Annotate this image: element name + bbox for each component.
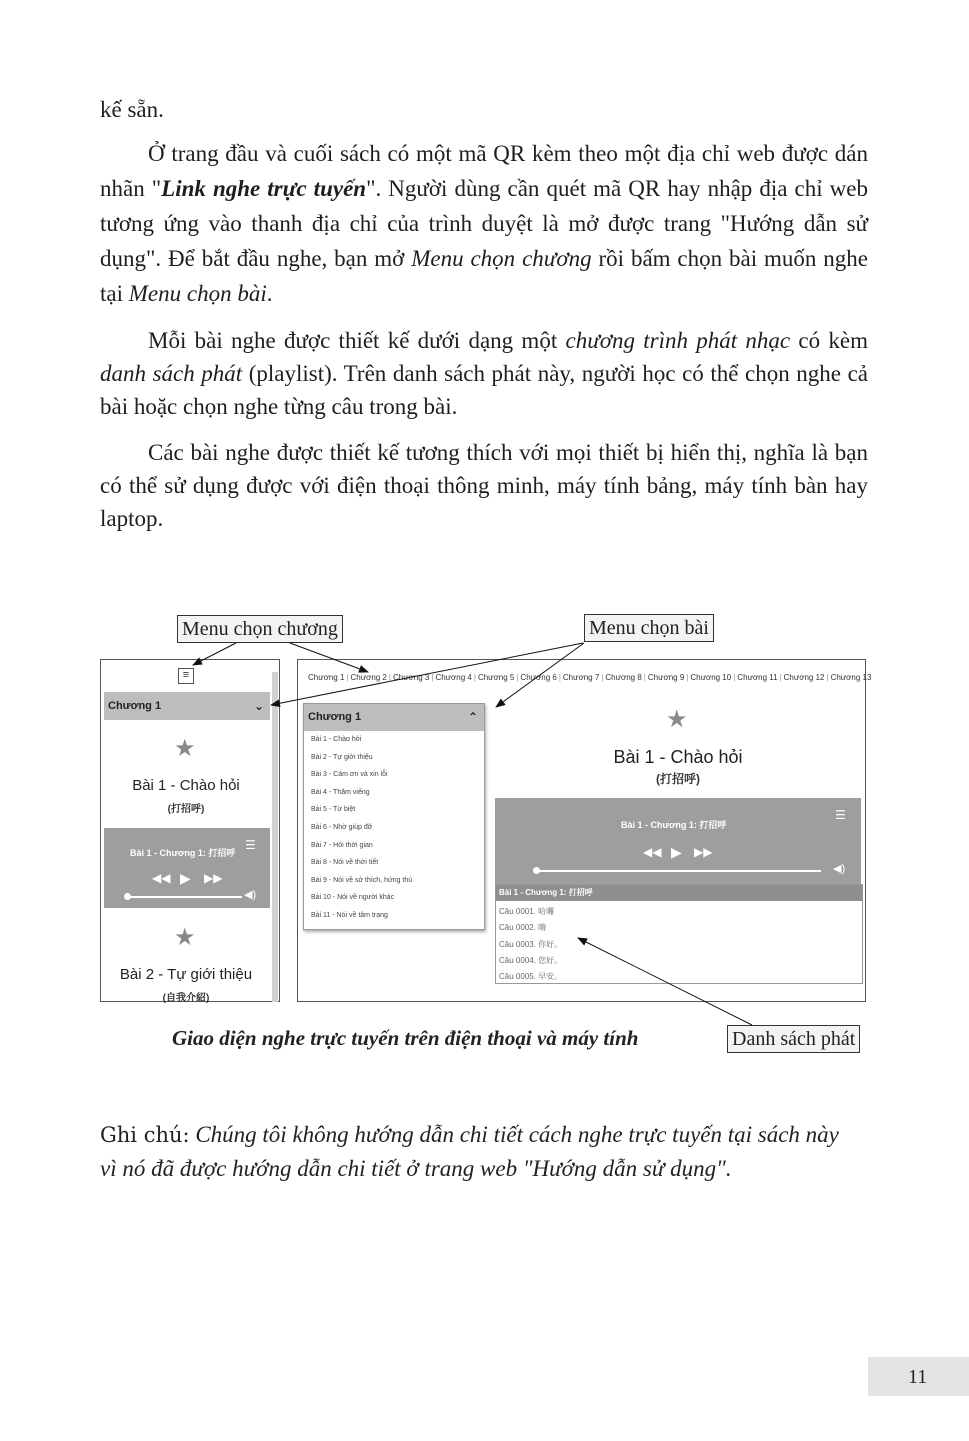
lesson-menu-item[interactable]: Bài 2 - Tự giới thiệu — [311, 754, 373, 761]
rewind-icon[interactable]: ◀◀ — [152, 871, 171, 885]
note-label: Ghi chú: — [100, 1123, 190, 1147]
lesson-menu-item[interactable]: Bài 3 - Cảm ơn và xin lỗi — [311, 771, 388, 778]
paragraph-device-compat: Các bài nghe được thiết kế tương thích với mọi thiết bị hiển thị, nghĩa là bạn có thể sử dụng được với điện thoại thông minh, máy tính bảng, máy tính bàn hay laptop. — [100, 440, 868, 531]
lesson-menu-item[interactable]: Bài 10 - Nói về người khác — [311, 894, 395, 901]
chapter-tab[interactable]: Chương 5 — [477, 673, 515, 682]
lesson-menu-item[interactable]: Bài 8 - Nói về thời tiết — [311, 859, 379, 866]
note-paragraph — [100, 1118, 860, 1186]
lesson-menu-item[interactable]: Bài 7 - Hỏi thời gian — [311, 842, 373, 849]
phone-lesson1-title: Bài 1 - Chào hỏi — [132, 777, 240, 794]
lesson-menu-item[interactable]: Bài 4 - Thăm viếng — [311, 789, 370, 796]
volume-icon[interactable]: ◀) — [244, 889, 257, 901]
volume-icon[interactable]: ◀) — [833, 863, 846, 875]
phone-lesson1-subtitle: (打招呼) — [167, 804, 205, 815]
fast-forward-icon[interactable]: ▶▶ — [204, 871, 223, 885]
star-icon[interactable]: ★ — [174, 735, 196, 762]
chapter-tab[interactable]: Chương 2 — [350, 673, 387, 682]
lesson-dropdown-title: Chương 1 — [308, 711, 362, 723]
star-icon[interactable]: ★ — [174, 924, 196, 951]
chapter-tab[interactable]: Chương 10 — [690, 673, 732, 682]
callout-playlist: Danh sách phát — [727, 1025, 860, 1053]
rewind-icon[interactable]: ◀◀ — [643, 845, 662, 859]
arrow-to-phone-select — [271, 643, 583, 705]
chapter-tab[interactable]: Chương 1 — [308, 673, 345, 682]
lesson-menu-item[interactable]: Bài 1 - Chào hỏi — [311, 736, 362, 743]
desktop-lesson-title: Bài 1 - Chào hỏi — [613, 747, 743, 767]
arrow-to-playlist — [578, 938, 752, 1025]
arrow-to-dropdown — [496, 643, 584, 707]
link-label-text: Link nghe trực tuyến — [161, 176, 367, 201]
playlist-icon[interactable]: ☰ — [835, 808, 846, 822]
desktop-player-title: Bài 1 - Chương 1: 打招呼 — [621, 820, 727, 830]
chapter-tab[interactable]: Chương 8 — [605, 673, 642, 682]
lesson-menu-item[interactable]: Bài 6 - Nhờ giúp đỡ — [311, 824, 373, 831]
callout-chapter-menu: Menu chọn chương — [177, 615, 343, 643]
callout-lesson-menu: Menu chọn bài — [584, 614, 714, 642]
phone-lesson2-subtitle: (自我介紹) — [162, 993, 210, 1004]
phone-lesson2-title: Bài 2 - Tự giới thiệu — [119, 966, 253, 983]
playlist-icon[interactable]: ☰ — [245, 838, 256, 852]
desktop-lesson-subtitle: (打招呼) — [656, 772, 700, 786]
lesson-menu-item[interactable]: Bài 11 - Nói về tâm trạng — [311, 912, 388, 919]
paragraph-intro-end: kế sẵn. — [100, 97, 164, 122]
paragraph-player-design: Mỗi bài nghe được thiết kế dưới dạng một chương trình phát nhạc có kèm danh sách phát (playlist). Trên danh sách phát này, người học có thể chọn nghe cả bài hoặc chọn nghe từng câu trong bài. — [100, 328, 868, 419]
playlist-item[interactable]: Câu 0001. 哈囉 — [499, 907, 555, 916]
lesson-menu-item[interactable]: Bài 5 - Từ biệt — [311, 806, 356, 813]
figure-caption: Giao diện nghe trực tuyến trên điện thoại và máy tính — [172, 1026, 639, 1050]
chapter-tab[interactable]: Chương 12 — [783, 673, 825, 682]
play-icon[interactable]: ▶ — [180, 870, 191, 886]
chapter-tab[interactable]: Chương 9 — [647, 673, 685, 682]
hamburger-menu-icon[interactable]: ≡ — [178, 668, 194, 684]
chapter-tab[interactable]: Chương 6 — [520, 673, 557, 682]
chapter-tab[interactable]: Chương 13 — [830, 673, 872, 682]
playlist-item[interactable]: Câu 0002. 嗨 — [499, 923, 547, 932]
play-icon[interactable]: ▶ — [671, 844, 682, 860]
chevron-up-icon: ⌃ — [467, 710, 478, 724]
chapter-tab[interactable]: Chương 3 — [392, 673, 430, 682]
note-text: Chúng tôi không hướng dẫn chi tiết cách nghe trực tuyến tại sách này vì nó đã được hướng dẫn chi tiết ở trang web "Hướng dẫn sử dụng". — [100, 1122, 839, 1181]
arrow-to-hamburger — [193, 643, 236, 665]
paragraph-qr-instructions: Ở trang đầu và cuối sách có một mã QR kèm theo một địa chỉ web được dán nhãn "Link nghe trực tuyến". Người dùng cần quét mã QR hay nhập địa chỉ web tương ứng vào thanh địa chỉ của trình duyệt là mở được trang "Hướng dẫn sử dụng". Để bắt đầu nghe, bạn mở Menu chọn chương rồi bấm chọn bài muốn nghe tại Menu chọn bài. — [100, 141, 869, 306]
playlist-item[interactable]: Câu 0003. 你好。 — [499, 940, 563, 949]
chevron-down-icon: ⌄ — [253, 699, 264, 713]
chapter-tab[interactable]: Chương 11 — [737, 673, 778, 682]
playlist-item[interactable]: Câu 0005. 早安。 — [499, 972, 563, 981]
playlist-active-item[interactable]: Bài 1 - Chương 1: 打招呼 — [496, 885, 862, 901]
fast-forward-icon[interactable]: ▶▶ — [694, 845, 713, 859]
star-icon[interactable]: ★ — [666, 706, 688, 733]
chapter-menu: Chương 1 | Chương 2 | Chương 3 | Chương 4 | Chương 5 | Chương 6 | Chương 7 | Chương 8 | Chương 9 | Chương 10 | Chương 11 | Chương 12 | Chương 13 — [308, 673, 872, 682]
chapter-tab[interactable]: Chương 4 — [435, 673, 472, 682]
phone-chapter-select-label: Chương 1 — [108, 700, 162, 712]
lesson-menu-item[interactable]: Bài 9 - Nói về sở thích, hứng thú — [311, 877, 413, 884]
playlist-item[interactable]: Câu 0004. 您好。 — [499, 956, 563, 965]
chapter-tab[interactable]: Chương 7 — [562, 673, 600, 682]
page-number: 11 — [908, 1366, 928, 1388]
phone-player-title: Bài 1 - Chương 1: 打招呼 — [130, 848, 236, 858]
arrow-to-chapter-tabs — [290, 643, 368, 672]
